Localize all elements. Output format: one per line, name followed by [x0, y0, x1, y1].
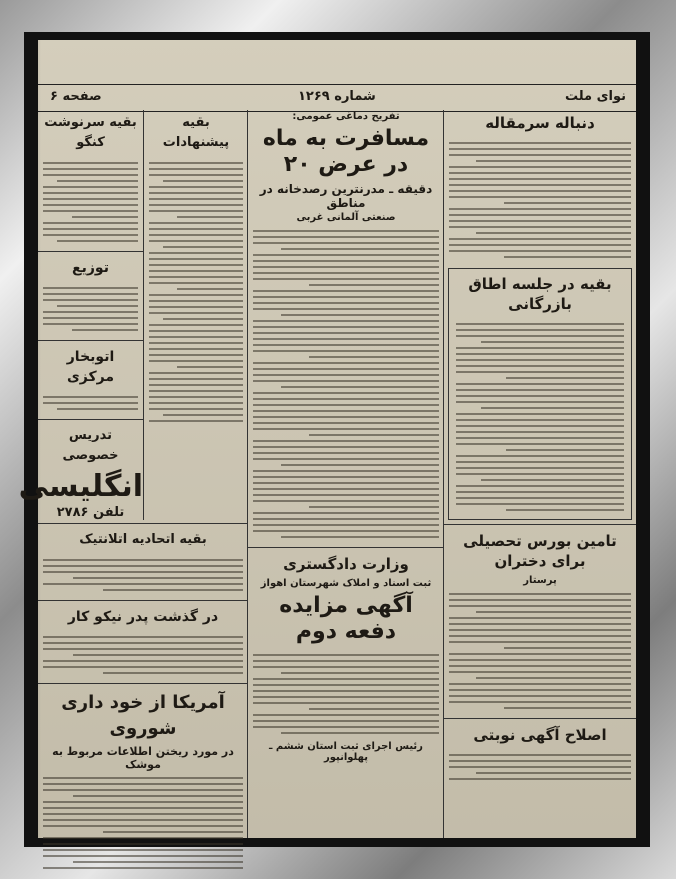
- issue-number: شماره ۱۲۶۹: [298, 89, 376, 104]
- auction-text: [248, 648, 444, 740]
- obituary-heading: در گذشت پدر نیکو کار: [67, 609, 219, 625]
- testimony-text: [144, 156, 248, 428]
- scholarship-heading: تامین بورس تحصیلی برای دختران: [463, 532, 617, 570]
- masthead-bar: [38, 84, 636, 112]
- main-headline: مسافرت به ماه در عرض ۲۰: [262, 126, 430, 177]
- page-number: صفحه ۶: [50, 89, 102, 104]
- middle-column: [247, 110, 444, 838]
- newspaper-page: [18, 40, 636, 838]
- atlantic-union-text: [38, 553, 248, 597]
- correction-text: [444, 748, 636, 786]
- tutoring-heading: تدریس خصوصی: [62, 428, 119, 463]
- phone-number: تلفن ۲۷۸۶: [56, 505, 125, 520]
- main-subhead: دقیقه ـ مدرنترین رصدخانه در مناطق: [259, 182, 433, 210]
- testimony-heading: بقیه پیشنهادات: [162, 115, 230, 150]
- moon-article-text: [248, 224, 444, 544]
- obituary-text: [38, 630, 248, 680]
- editorial-heading: دنباله سرمقاله: [485, 114, 595, 132]
- ministry-subheading: ثبت اسناد و املاک شهرستان اهواز: [260, 578, 432, 589]
- right-column: [443, 110, 636, 838]
- left-column: [18, 110, 248, 838]
- kicker: تفریح دماغی عمومی:: [292, 111, 400, 122]
- america-text: [38, 771, 248, 875]
- chamber-heading: بقیه در جلسه اطاق بازرگانی: [468, 275, 612, 313]
- america-heading: آمریکا از خود داری شوروی: [61, 692, 225, 739]
- ministry-heading: وزارت دادگستری: [283, 555, 409, 573]
- distribution-heading: توزیع: [72, 260, 109, 276]
- byline: صنعتی آلمانی غربی: [296, 212, 396, 223]
- talk-text: [38, 156, 143, 248]
- america-subheading: در مورد ریختن اطلاعات مربوط به موشک: [52, 745, 234, 771]
- scholarship-subheading: پرستار: [523, 575, 557, 586]
- talk-heading: بقیه سرنوشت کنگو: [44, 115, 137, 150]
- chamber-article-box: [448, 268, 632, 520]
- chamber-text: [451, 317, 629, 517]
- correction-heading: اصلاح آگهی نوبتی: [473, 726, 607, 744]
- auction-heading: آگهی مزایده دفعه دوم: [279, 593, 413, 644]
- distribution-text: [38, 281, 143, 337]
- testimony-block: [143, 110, 248, 520]
- left-narrow-column: [18, 110, 143, 520]
- garage-heading: اتوبخار مرکزی: [66, 349, 115, 385]
- scholarship-text: [444, 587, 636, 715]
- paper-name: نوای ملت: [564, 89, 626, 104]
- english-ad-title: انگلیسی: [18, 469, 143, 504]
- auction-footer: رئیس اجرای ثبت استان ششم ـ پهلوانپور: [269, 741, 423, 763]
- garage-text: [38, 390, 143, 416]
- atlantic-union-heading: بقیه اتحادیه اتلانتیک: [79, 532, 207, 547]
- left-top-pair: [18, 110, 248, 520]
- editorial-text: [444, 136, 636, 264]
